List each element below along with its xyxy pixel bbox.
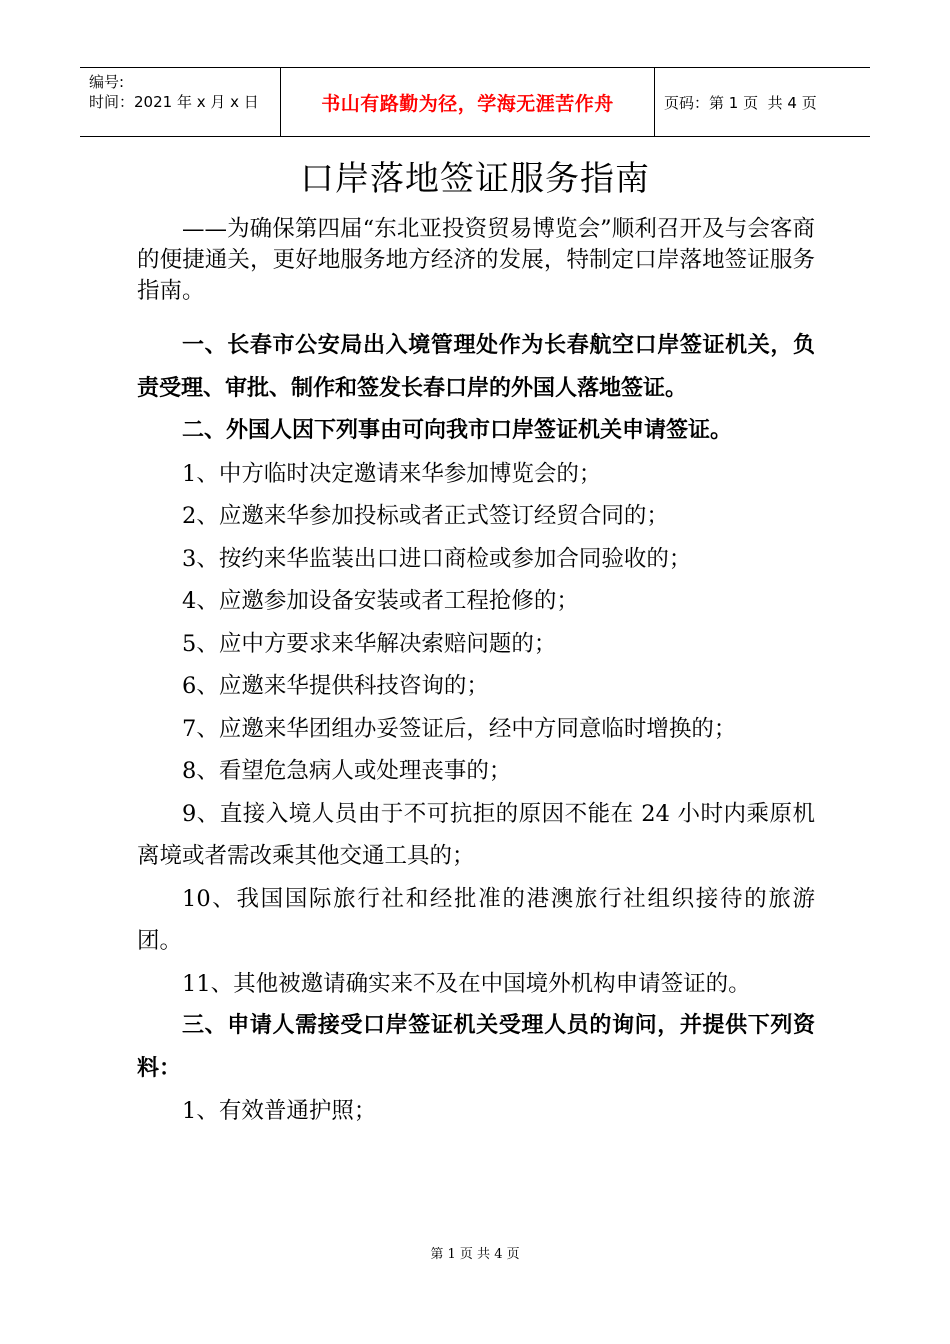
list-item: 6、应邀来华提供科技咨询的；: [182, 673, 489, 699]
section-1-paragraph: 一、长春市公安局出入境管理处作为长春航空口岸签证机关，负责受理、审批、制作和签发长春口岸的外国人落地签证。: [137, 333, 815, 401]
intro-paragraph: ——为确保第四届“东北亚投资贸易博览会”顺利召开及与会客商的便捷通关，更好地服务地方经济的发展，特制定口岸落地签证服务指南。: [137, 216, 815, 304]
page-title: 口岸落地签证服务指南: [300, 159, 650, 199]
list-item: 1、有效普通护照；: [182, 1098, 377, 1124]
section-3-paragraph: 三、申请人需接受口岸签证机关受理人员的询问，并提供下列资料：: [137, 1013, 815, 1081]
list-item: 9、直接入境人员由于不可抗拒的原因不能在 24 小时内乘原机离境或者需改乘其他交通工具的；: [137, 800, 815, 869]
list-item: 4、应邀参加设备安装或者工程抢修的；: [182, 588, 579, 614]
header-table: [80, 67, 870, 137]
list-item: 5、应中方要求来华解决索赔问题的；: [182, 630, 557, 657]
list-item: 3、按约来华监装出口进口商检或参加合同验收的；: [182, 545, 692, 572]
list-item: 2、应邀来华参加投标或者正式签订经贸合同的；: [182, 503, 669, 529]
list-item: 7、应邀来华团组办妥签证后，经中方同意临时增换的；: [182, 715, 737, 742]
section-2-heading: 二、外国人因下列事由可向我市口岸签证机关申请签证。: [182, 418, 733, 443]
document-body: [137, 214, 815, 1133]
page-footer: 第 1 页 共 4 页: [430, 1247, 520, 1262]
list-item: 8、看望危急病人或处理丧事的；: [182, 758, 512, 784]
header-motto: 书山有路勤为径，学海无涯苦作舟: [281, 68, 655, 136]
header-meta-cell: [80, 68, 281, 136]
header-page-info-cell: [655, 68, 870, 136]
document-number-label: 编号:: [89, 73, 125, 91]
header-page-info: 页码：第 1 页 共 4 页: [664, 93, 817, 112]
list-item: 10、我国国际旅行社和经批准的港澳旅行社组织接待的旅游团。: [137, 885, 815, 954]
list-item: 11、其他被邀请确实来不及在中国境外机构申请签证的。: [182, 970, 751, 997]
document-date-label: 时间：2021 年 x 月 x 日: [89, 93, 259, 111]
list-item: 1、中方临时决定邀请来华参加博览会的；: [182, 460, 602, 487]
